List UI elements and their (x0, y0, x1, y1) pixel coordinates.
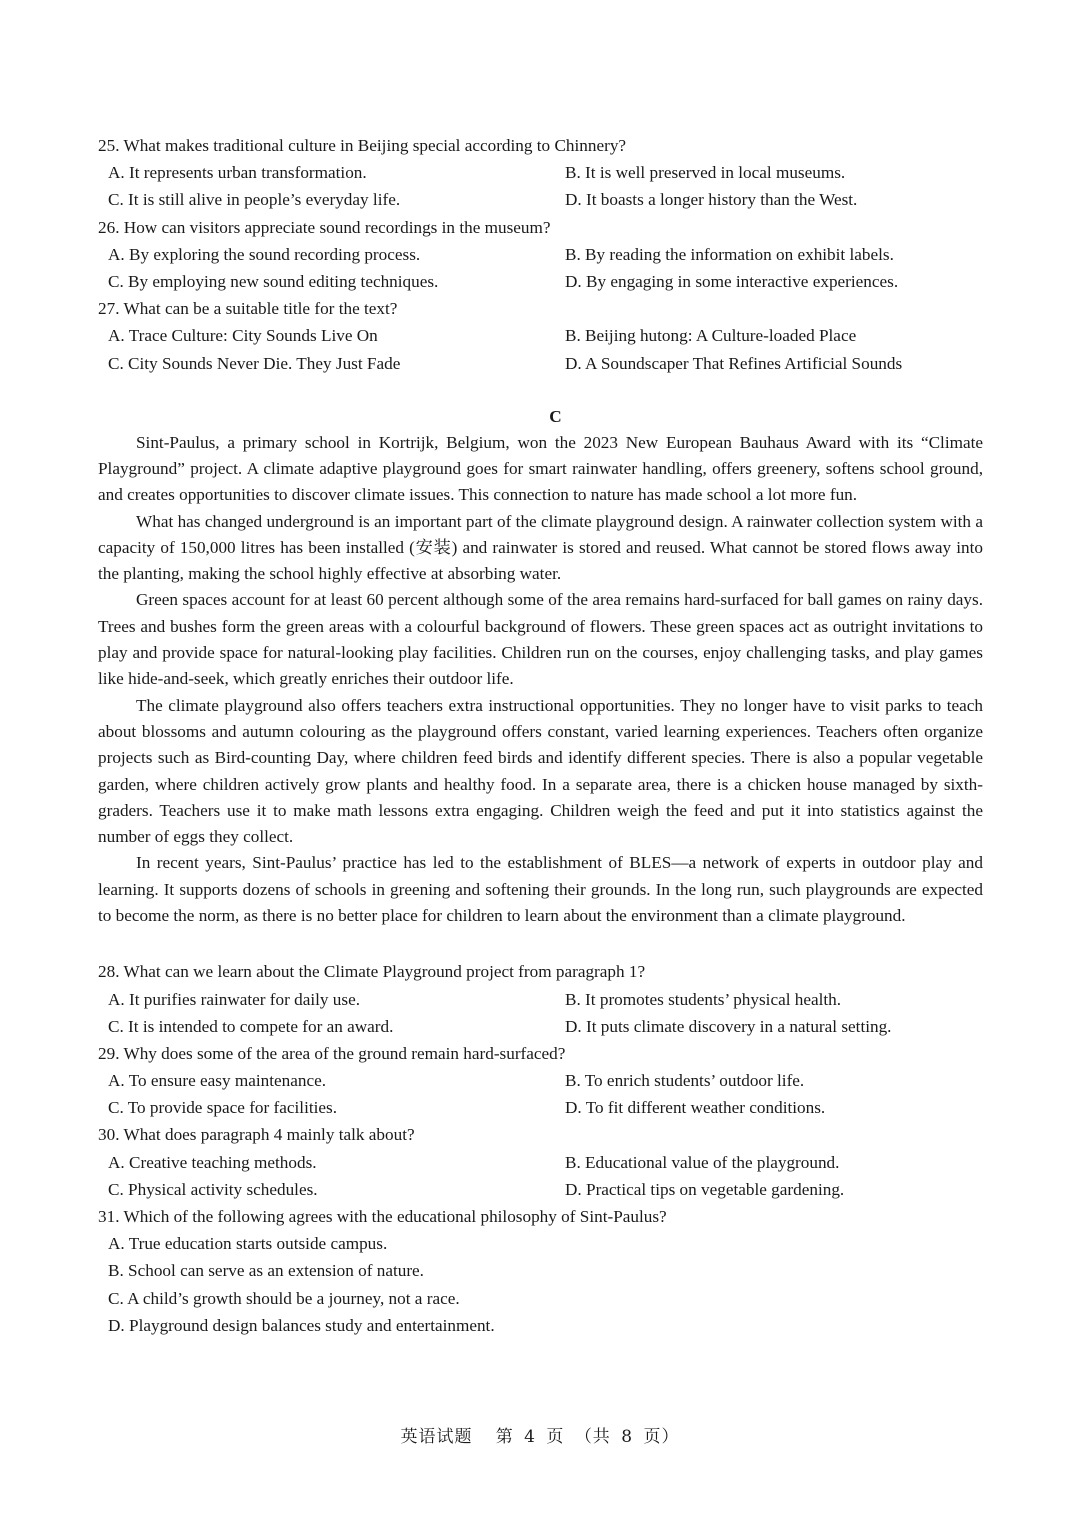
option-b[interactable]: B. School can serve as an extension of nature. (108, 1261, 424, 1281)
option-a[interactable]: A. It purifies rainwater for daily use. (108, 989, 360, 1009)
footer-page-prefix: 第 (495, 1427, 514, 1447)
option-d[interactable]: D. Playground design balances study and entertainment. (108, 1315, 495, 1335)
footer-page-unit: 页 (546, 1427, 565, 1447)
footer-subject: 英语试题 (400, 1427, 473, 1447)
question-stem: 28. What can we learn about the Climate Playground project from paragraph 1? (98, 962, 646, 982)
option-c[interactable]: C. It is intended to compete for an award. (108, 1016, 394, 1036)
options-row (98, 1176, 983, 1203)
passage-paragraph-5: In recent years, Sint-Paulus’ practice has led to the establishment of BLES—a network of experts in outdoor play and learning. It supports dozens of schools in greening and softening their grounds. In the long run, such playgrounds are expected to become the norm, as there is no better place for children to learn about the environment than a climate playground. (98, 853, 983, 926)
option-c[interactable]: C. Physical activity schedules. (108, 1179, 318, 1199)
option-d[interactable]: D. A Soundscaper That Refines Artificial Sounds (565, 353, 903, 373)
option-d[interactable]: D. By engaging in some interactive experiences. (565, 271, 899, 291)
question-31 (98, 1203, 983, 1339)
option-b[interactable]: B. It promotes students’ physical health. (565, 989, 842, 1009)
passage-paragraph-1: Sint-Paulus, a primary school in Kortrijk, Belgium, won the 2023 New European Bauhaus Award with its “Climate Playground” project. A climate adaptive playground goes for smart rainwater handling, offers greenery, softens school ground, and creates opportunities to discover climate issues. This connection to nature has made school a lot more fun. (98, 432, 983, 505)
option-d[interactable]: D. To fit different weather conditions. (565, 1098, 826, 1118)
option-a[interactable]: A. Trace Culture: City Sounds Live On (108, 326, 378, 346)
option-b[interactable]: B. It is well preserved in local museums. (565, 163, 846, 183)
passage-paragraph-4: The climate playground also offers teachers extra instructional opportunities. They no longer have to visit parks to teach about blossoms and autumn colouring as the playground offers constant, varied learning experiences. Teachers often organize projects such as Bird-counting Day, where children feed birds and identify different species. There is also a popular vegetable garden, where children actively grow plants and healthy food. In a separate area, there is a chicken house managed by sixth-graders. Teachers use it to make math lessons extra engaging. Children weigh the feed and put it into statistics against the number of eggs they collect. (98, 695, 983, 847)
footer-total-suffix: 页） (643, 1427, 680, 1447)
option-c[interactable]: C. A child’s growth should be a journey, not a race. (108, 1288, 460, 1308)
option-a[interactable]: A. It represents urban transformation. (108, 163, 367, 183)
exam-page (98, 132, 983, 1339)
question-30 (98, 1121, 983, 1203)
footer-page-number: 4 (524, 1427, 536, 1447)
options-row (98, 350, 983, 377)
question-stem: 31. Which of the following agrees with the educational philosophy of Sint-Paulus? (98, 1207, 667, 1227)
options-row (98, 1013, 983, 1040)
option-d[interactable]: D. Practical tips on vegetable gardening. (565, 1179, 845, 1199)
question-28 (98, 958, 983, 1040)
question-26 (98, 214, 983, 296)
passage-paragraph-3: Green spaces account for at least 60 percent although some of the area remains hard-surfaced for ball games on rainy days. Trees and bushes form the green areas with a colourful background of flowers. These green spaces act as outright invitations to play and provide space for natural-looking play facilities. Children run on the courses, enjoy challenging tasks, and play games like hide-and-seek, which greatly enriches their outdoor life. (98, 590, 983, 689)
options-row (98, 1094, 983, 1121)
question-stem: 26. How can visitors appreciate sound recordings in the museum? (98, 217, 551, 237)
option-d[interactable]: D. It puts climate discovery in a natural setting. (565, 1016, 892, 1036)
options-row (98, 1149, 983, 1176)
option-a[interactable]: A. By exploring the sound recording process. (108, 244, 421, 264)
reading-passage (98, 430, 983, 930)
options-row (98, 241, 983, 268)
options-row (98, 1067, 983, 1094)
question-stem: 25. What makes traditional culture in Beijing special according to Chinnery? (98, 136, 627, 155)
question-stem: 30. What does paragraph 4 mainly talk about? (98, 1125, 415, 1145)
page-footer (0, 1422, 1080, 1447)
options-row (98, 186, 983, 213)
footer-total-prefix: （共 (574, 1427, 611, 1447)
option-c[interactable]: C. City Sounds Never Die. They Just Fade (108, 353, 401, 373)
option-d[interactable]: D. It boasts a longer history than the West. (565, 190, 858, 210)
question-25 (98, 132, 983, 214)
passage-paragraph-2: What has changed underground is an important part of the climate playground design. A rainwater collection system with a capacity of 150,000 litres has been installed (安装) and rainwater is stored and reused. What cannot be stored flows away into the planting, making the school highly effective at absorbing water. (98, 511, 983, 584)
options-row (98, 268, 983, 295)
options-row (98, 986, 983, 1013)
option-b[interactable]: B. To enrich students’ outdoor life. (565, 1071, 805, 1091)
option-b[interactable]: B. Beijing hutong: A Culture-loaded Place (565, 326, 857, 346)
options-row (98, 322, 983, 349)
footer-total-pages: 8 (621, 1427, 634, 1447)
question-stem: 27. What can be a suitable title for the text? (98, 299, 398, 319)
option-a[interactable]: A. Creative teaching methods. (108, 1152, 317, 1172)
section-title: C (549, 406, 562, 426)
option-c[interactable]: C. It is still alive in people’s everyday life. (108, 190, 401, 210)
question-27 (98, 295, 983, 377)
option-a[interactable]: A. True education starts outside campus. (108, 1234, 388, 1254)
option-a[interactable]: A. To ensure easy maintenance. (108, 1071, 327, 1091)
option-c[interactable]: C. To provide space for facilities. (108, 1098, 338, 1118)
option-b[interactable]: B. By reading the information on exhibit labels. (565, 244, 894, 264)
option-c[interactable]: C. By employing new sound editing techniques. (108, 271, 439, 291)
question-stem: 29. Why does some of the area of the ground remain hard-surfaced? (98, 1043, 566, 1063)
options-row (98, 159, 983, 186)
option-b[interactable]: B. Educational value of the playground. (565, 1152, 840, 1172)
question-29 (98, 1040, 983, 1122)
